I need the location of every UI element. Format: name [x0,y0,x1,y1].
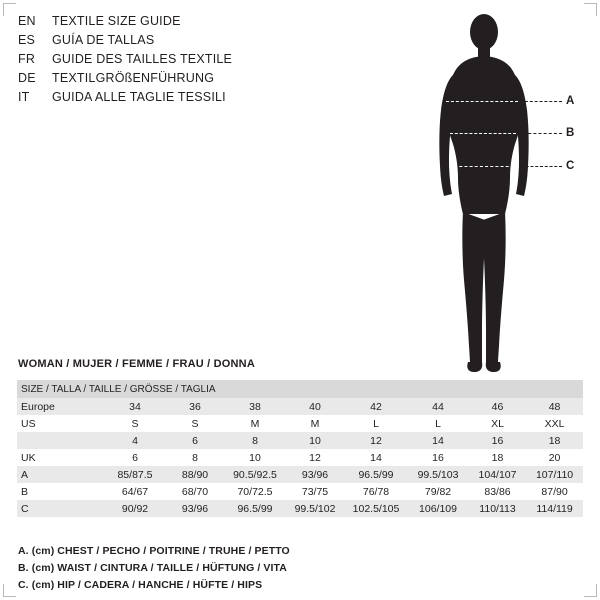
language-title-fr: GUIDE DES TAILLES TEXTILE [52,52,233,66]
cell: 79/82 [407,483,469,500]
cell: 34 [105,398,165,415]
cell: 96.5/99 [345,466,407,483]
table-row [17,449,583,466]
corner-mark-top-left [3,3,16,16]
cell: L [345,415,407,432]
cell: 48 [526,398,583,415]
language-code-es: ES [18,33,36,47]
table-row [17,415,583,432]
figure-area [400,8,596,378]
measure-line-c-outer [521,166,562,167]
cell: 87/90 [526,483,583,500]
measure-label-a: A [566,95,575,107]
row-label-c: C [17,500,105,517]
language-title-de: TEXTILGRÖßENFÜHRUNG [52,71,215,85]
footnote-a: A. (cm) CHEST / PECHO / POITRINE / TRUHE / PETTO [18,545,290,557]
cell: 107/110 [526,466,583,483]
cell: 64/67 [105,483,165,500]
cell: 96.5/99 [225,500,285,517]
cell: 16 [407,449,469,466]
table-row [17,398,583,415]
cell: 76/78 [345,483,407,500]
cell: 68/70 [165,483,225,500]
table-row [17,432,583,449]
measure-label-b: B [566,127,575,139]
cell: 85/87.5 [105,466,165,483]
cell: 106/109 [407,500,469,517]
cell: 93/96 [165,500,225,517]
cell: 20 [526,449,583,466]
measure-line-b-inner [450,133,516,134]
cell: 46 [469,398,526,415]
measure-line-c-inner [449,166,519,167]
cell: 38 [225,398,285,415]
row-label-europe: Europe [17,398,105,415]
corner-mark-bottom-left [3,584,16,597]
cell: 6 [105,449,165,466]
cell: 93/96 [285,466,345,483]
language-title-list [18,14,378,109]
cell: 10 [225,449,285,466]
corner-mark-bottom-right [584,584,597,597]
table-row [17,466,583,483]
cell: 14 [345,449,407,466]
cell: 36 [165,398,225,415]
footnote-c: C. (cm) HIP / CADERA / HANCHE / HÜFTE / HIPS [18,579,263,591]
language-row-de [18,71,378,90]
cell: 70/72.5 [225,483,285,500]
table-row [17,483,583,500]
cell: 18 [469,449,526,466]
language-title-en: TEXTILE SIZE GUIDE [52,14,181,28]
cell: 83/86 [469,483,526,500]
language-code-en: EN [18,14,36,28]
size-table [17,380,583,517]
cell: 88/90 [165,466,225,483]
measure-line-a-outer [520,101,562,102]
cell: 114/119 [526,500,583,517]
cell: 99.5/102 [285,500,345,517]
language-row-en [18,14,378,33]
language-code-de: DE [18,71,36,85]
cell: 16 [469,432,526,449]
table-row [17,500,583,517]
cell: 90/92 [105,500,165,517]
row-label-b: B [17,483,105,500]
cell: 73/75 [285,483,345,500]
woman-silhouette-icon [400,8,596,378]
language-title-it: GUIDA ALLE TAGLIE TESSILI [52,90,226,104]
cell: M [225,415,285,432]
cell: 10 [285,432,345,449]
cell: M [285,415,345,432]
cell: S [165,415,225,432]
cell: 40 [285,398,345,415]
cell: 8 [165,449,225,466]
measure-line-b-outer [518,133,562,134]
footnote-b: B. (cm) WAIST / CINTURA / TAILLE / HÜFTUNG / VITA [18,562,287,574]
language-row-it [18,90,378,109]
cell: 12 [285,449,345,466]
language-row-es [18,33,378,52]
row-label-a: A [17,466,105,483]
cell: 14 [407,432,469,449]
cell: XXL [526,415,583,432]
language-code-it: IT [18,90,30,104]
row-label-us-numeric [17,432,105,449]
language-title-es: GUÍA DE TALLAS [52,33,155,47]
measure-label-c: C [566,160,575,172]
cell: 102.5/105 [345,500,407,517]
cell: 42 [345,398,407,415]
cell: 4 [105,432,165,449]
cell: 12 [345,432,407,449]
cell: 18 [526,432,583,449]
measure-line-a-inner [446,101,518,102]
cell: 44 [407,398,469,415]
cell: L [407,415,469,432]
cell: XL [469,415,526,432]
table-header-row [17,380,583,398]
size-table-wrapper [17,380,583,517]
table-header-label: SIZE / TALLA / TAILLE / GRÖSSE / TAGLIA [17,380,583,398]
language-row-fr [18,52,378,71]
cell: S [105,415,165,432]
footnote-list [18,543,518,594]
language-code-fr: FR [18,52,36,66]
cell: 90.5/92.5 [225,466,285,483]
row-label-us: US [17,415,105,432]
cell: 99.5/103 [407,466,469,483]
row-label-uk: UK [17,449,105,466]
cell: 6 [165,432,225,449]
woman-caption: WOMAN / MUJER / FEMME / FRAU / DONNA [18,358,255,370]
cell: 110/113 [469,500,526,517]
cell: 104/107 [469,466,526,483]
cell: 8 [225,432,285,449]
